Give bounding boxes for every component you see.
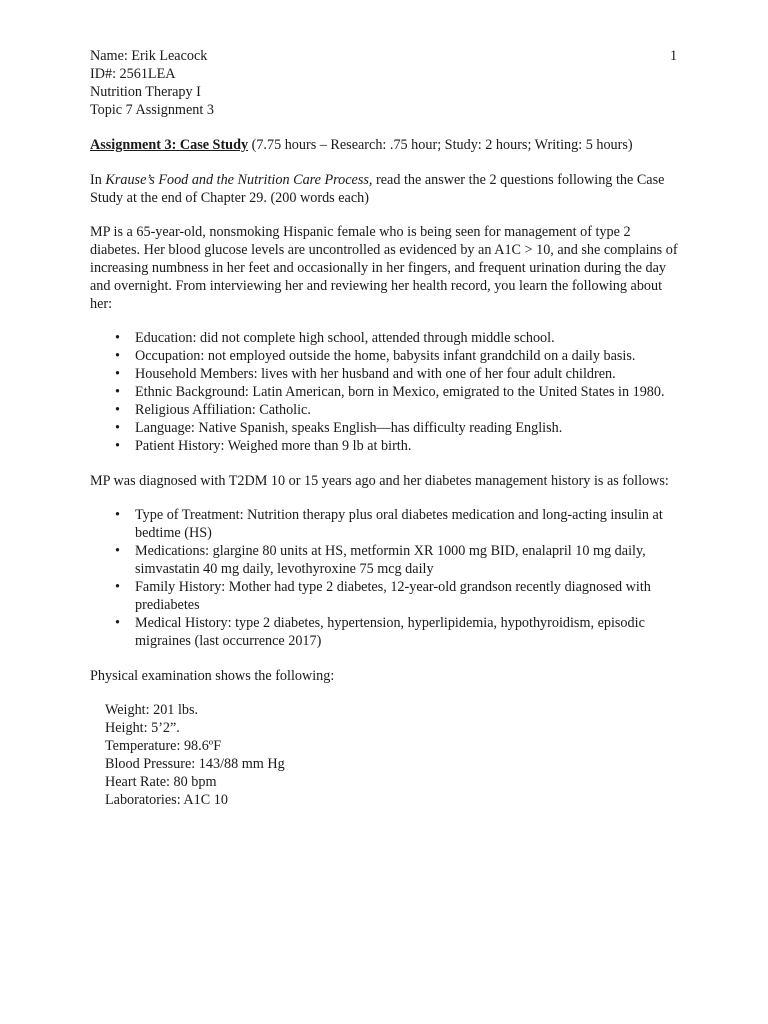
list-item-text: Household Members: lives with her husband and with one of her four adult children. — [135, 366, 616, 382]
bullet-icon: • — [115, 420, 120, 436]
list-item — [90, 401, 682, 419]
list-item — [90, 578, 682, 614]
exam-intro: Physical examination shows the following: — [90, 668, 335, 684]
instructions-prefix: In — [90, 172, 106, 188]
list-item — [90, 365, 682, 383]
list-item-text: Language: Native Spanish, speaks English—has difficulty reading English. — [135, 420, 563, 436]
background-list — [90, 329, 682, 455]
diagnosis-paragraph: MP was diagnosed with T2DM 10 or 15 years ago and her diabetes management history is as follows: — [90, 473, 669, 489]
vital-laboratories: Laboratories: A1C 10 — [105, 792, 228, 808]
list-item — [90, 383, 682, 401]
list-item — [90, 419, 682, 437]
list-item — [90, 437, 682, 455]
vital-heart-rate: Heart Rate: 80 bpm — [105, 774, 217, 790]
case-intro-paragraph: MP is a 65-year-old, nonsmoking Hispanic female who is being seen for management of type 2 diabetes. Her blood glucose levels are uncontrolled as evidenced by an A1C > 10, and she complains of increasing numbness in her feet and occasionally in her fingers, and frequent urination during the day and overnight. From interviewing her and reviewing her health record, you learn the following about her: — [90, 224, 678, 312]
list-item-text: Patient History: Weighed more than 9 lb at birth. — [135, 438, 412, 454]
document-body — [90, 136, 682, 809]
bullet-icon: • — [115, 402, 120, 418]
topic-assignment: Topic 7 Assignment 3 — [90, 102, 214, 118]
vital-blood-pressure: Blood Pressure: 143/88 mm Hg — [105, 756, 285, 772]
vital-weight: Weight: 201 lbs. — [105, 702, 199, 718]
list-item-text: Type of Treatment: Nutrition therapy plus oral diabetes medication and long-acting insulin at bedtime (HS) — [135, 507, 663, 541]
student-name: Name: Erik Leacock — [90, 48, 208, 64]
vital-height: Height: 5’2”. — [105, 720, 180, 736]
list-item-text: Religious Affiliation: Catholic. — [135, 402, 311, 418]
instructions-paragraph — [90, 171, 682, 207]
document-header — [90, 47, 214, 119]
assignment-title: Assignment 3: Case Study — [90, 137, 249, 153]
list-item — [90, 506, 682, 542]
list-item-text: Medical History: type 2 diabetes, hypertension, hyperlipidemia, hypothyroidism, episodic migraines (last occurrence 2017) — [135, 615, 645, 649]
list-item-text: Ethnic Background: Latin American, born in Mexico, emigrated to the United States in 1980. — [135, 384, 665, 400]
list-item — [90, 614, 682, 650]
bullet-icon: • — [115, 579, 120, 595]
bullet-icon: • — [115, 507, 120, 523]
instructions-suffix: read the answer the 2 questions following the Case Study at the end of Chapter 29. (200 words each) — [90, 172, 665, 206]
bullet-icon: • — [115, 330, 120, 346]
bullet-icon: • — [115, 384, 120, 400]
student-id: ID#: 2561LEA — [90, 66, 176, 82]
list-item-text: Medications: glargine 80 units at HS, metformin XR 1000 mg BID, enalapril 10 mg daily, simvastatin 40 mg daily, levothyroxine 75 mcg daily — [135, 543, 646, 577]
list-item-text: Occupation: not employed outside the home, babysits infant grandchild on a daily basis. — [135, 348, 636, 364]
list-item — [90, 329, 682, 347]
vital-temperature: Temperature: 98.6ºF — [105, 738, 222, 754]
assignment-heading — [90, 136, 682, 154]
course-name: Nutrition Therapy I — [90, 84, 201, 100]
bullet-icon: • — [115, 348, 120, 364]
list-item — [90, 542, 682, 578]
vitals-list — [90, 701, 682, 809]
history-list — [90, 506, 682, 650]
list-item-text: Family History: Mother had type 2 diabetes, 12-year-old grandson recently diagnosed with prediabetes — [135, 579, 651, 613]
page-number: 1 — [670, 48, 678, 64]
assignment-hours: (7.75 hours – Research: .75 hour; Study: 2 hours; Writing: 5 hours) — [248, 137, 633, 153]
bullet-icon: • — [115, 615, 120, 631]
bullet-icon: • — [115, 438, 120, 454]
list-item — [90, 347, 682, 365]
bullet-icon: • — [115, 543, 120, 559]
textbook-title: Krause’s Food and the Nutrition Care Process, — [105, 172, 373, 188]
list-item-text: Education: did not complete high school, attended through middle school. — [135, 330, 555, 346]
bullet-icon: • — [115, 366, 120, 382]
